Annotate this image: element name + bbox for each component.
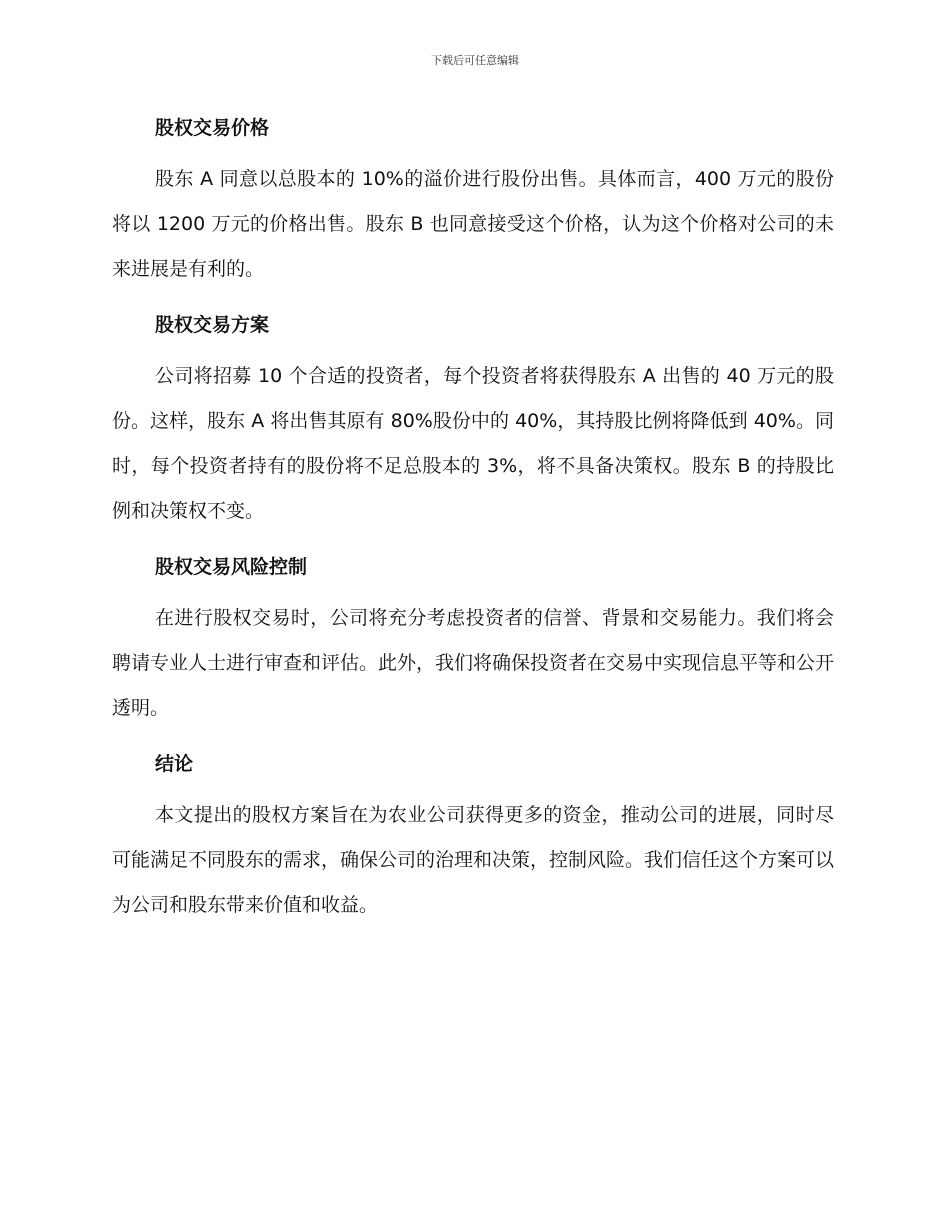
section-heading-price: 股权交易价格 [155,117,270,139]
section-heading-risk-control: 股权交易风险控制 [155,556,308,578]
section-paragraph-plan: 公司将招募 10 个合适的投资者，每个投资者将获得股东 A 出售的 40 万元的股份。这样，股东 A 将出售其原有 80%股份中的 40%，其持股比例将降低到 40%。同时，每个投资者持有的股份将不足总股本的 3%，将不具备决策权。股东 B 的持股比例和决策权不变。 [112,365,834,522]
section-paragraph-risk-control: 在进行股权交易时，公司将充分考虑投资者的信誉、背景和交易能力。我们将会聘请专业人士进行审查和评估。此外，我们将确保投资者在交易中实现信息平等和公开透明。 [112,607,835,719]
section-heading-conclusion: 结论 [155,753,194,775]
section-paragraph-conclusion: 本文提出的股权方案旨在为农业公司获得更多的资金，推动公司的进展，同时尽可能满足不同股东的需求，确保公司的治理和决策，控制风险。我们信任这个方案可以为公司和股东带来价值和收益。 [112,804,835,916]
section-paragraph-price: 股东 A 同意以总股本的 10%的溢价进行股份出售。具体而言，400 万元的股份将以 1200 万元的价格出售。股东 B 也同意接受这个价格，认为这个价格对公司的未来进展是有利的。 [112,168,834,280]
document-body [112,110,834,928]
section-heading-plan: 股权交易方案 [155,314,270,336]
page-header: 下载后可任意编辑 [431,54,519,67]
